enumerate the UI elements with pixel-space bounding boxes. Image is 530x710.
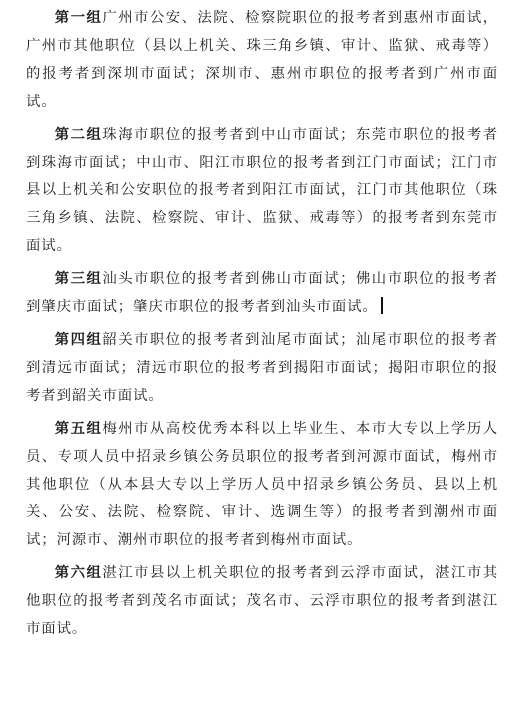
group-label: 第四组 bbox=[54, 330, 103, 348]
paragraph-group-6 bbox=[26, 555, 498, 644]
paragraph-text: 梅州市从高校优秀本科以上毕业生、本市大专以上学历人员、专项人员中招录乡镇公务员职位的报考者到河源市面试，梅州市其他职位（从本县大专以上学历人员中招录乡镇公务员、县以上机关、公安、法院、检察院、审计、选调生等）的报考者到潮州市面试；河源市、潮州市职位的报考者到梅州市面试。 bbox=[26, 420, 498, 549]
paragraph-text: 珠海市职位的报考者到中山市面试；东莞市职位的报考者到珠海市面试；中山市、阳江市职位的报考者到江门市面试；江门市县以上机关和公安职位的报考者到阳江市面试，江门市其他职位（珠三角乡镇、法院、检察院、审计、监狱、戒毒等）的报考者到东莞市面试。 bbox=[26, 126, 498, 255]
paragraph-text: 汕头市职位的报考者到佛山市面试；佛山市职位的报考者到肇庆市面试；肇庆市职位的报考者到汕头市面试。 bbox=[26, 271, 498, 316]
document-body bbox=[26, 0, 498, 644]
paragraph-group-4 bbox=[26, 322, 498, 411]
group-label: 第五组 bbox=[54, 419, 103, 437]
paragraph-text: 韶关市职位的报考者到汕尾市面试；汕尾市职位的报考者到清远市面试；清远市职位的报考者到揭阳市面试；揭阳市职位的报考者到韶关市面试。 bbox=[26, 331, 498, 404]
paragraph-text: 广州市公安、法院、检察院职位的报考者到惠州市面试，广州市其他职位（县以上机关、珠三角乡镇、审计、监狱、戒毒等）的报考者到深圳市面试；深圳市、惠州市职位的报考者到广州市面试。 bbox=[26, 10, 498, 110]
paragraph-text: 湛江市县以上机关职位的报考者到云浮市面试，湛江市其他职位的报考者到茂名市面试；茂名市、云浮市职位的报考者到湛江市面试。 bbox=[26, 565, 498, 638]
paragraph-group-3 bbox=[26, 261, 498, 322]
group-label: 第六组 bbox=[54, 564, 103, 582]
paragraph-group-2 bbox=[26, 117, 498, 262]
paragraph-group-5 bbox=[26, 411, 498, 556]
group-label: 第二组 bbox=[54, 125, 103, 143]
paragraph-group-1 bbox=[26, 0, 498, 117]
group-label: 第三组 bbox=[54, 270, 103, 288]
text-cursor bbox=[381, 297, 383, 314]
group-label: 第一组 bbox=[54, 9, 103, 26]
